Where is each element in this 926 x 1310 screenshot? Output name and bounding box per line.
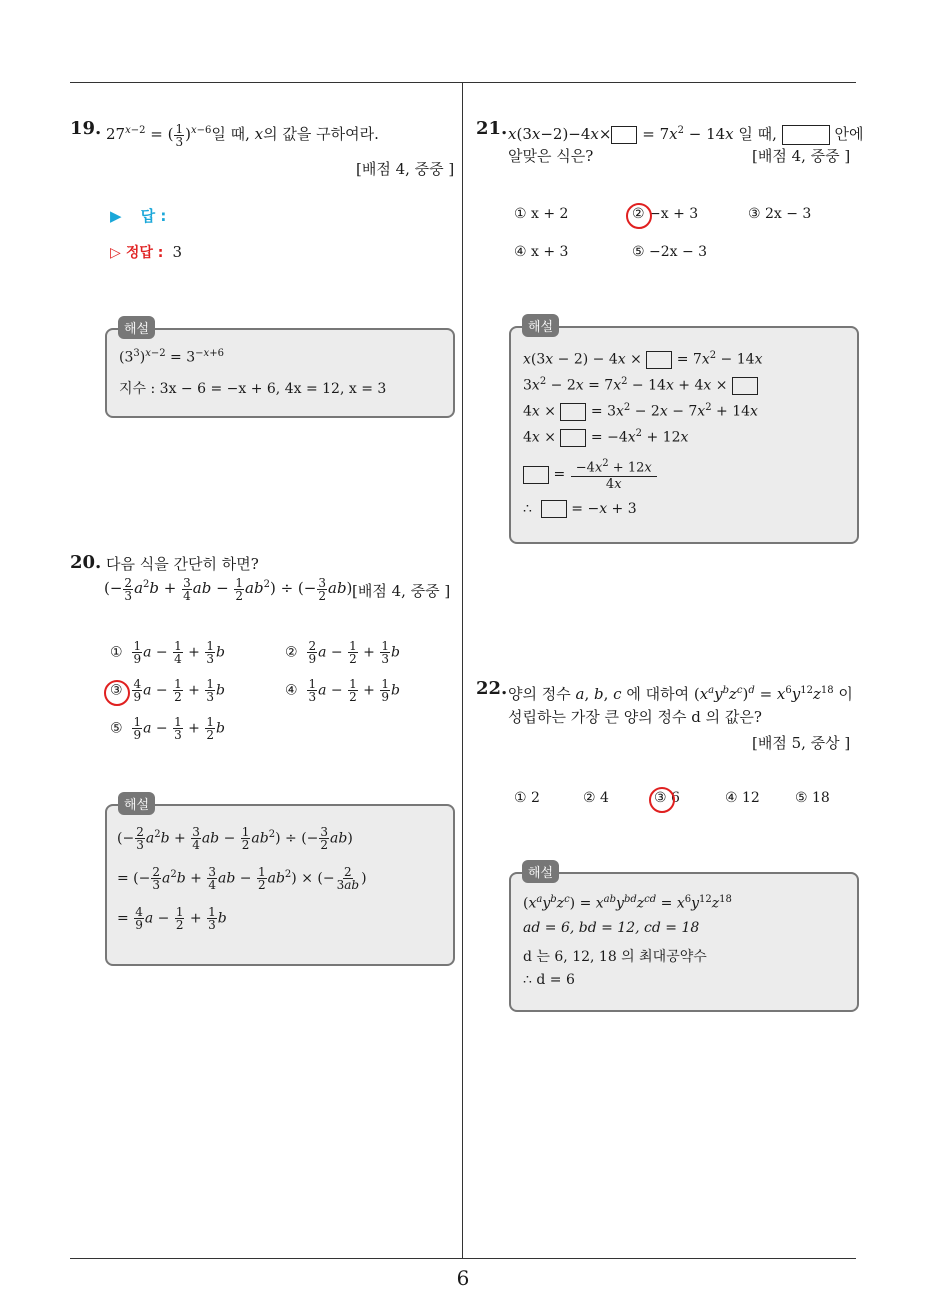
q19-explanation-tag: 해설 [118,316,155,339]
q19-expl-line2: 지수 : 3x − 6 = −x + 6, 4x = 12, x = 3 [119,381,387,397]
q19-correct-value: 3 [172,243,183,261]
q20-meta: [배점 4, 중중 ] [352,582,451,600]
q22-meta: [배점 5, 중상 ] [752,734,851,752]
q21-option-3[interactable]: ③ 2x − 3 [748,206,812,222]
q21-expl-line2: $3x^2 - 2x = 7x^2 - 14x + 4x$ × [523,376,758,395]
q21-option-5[interactable]: ⑤ −2x − 3 [632,244,708,260]
q22-expl-line4: ∴ d = 6 [523,972,575,988]
q21-expl-line6: ∴ = −x + 3 [523,501,637,517]
q22-expl-line1: $(x^ay^bz^c) = x^{ab}y^{bd}z^{cd} = x^6y^{12}z^{18}$ [523,894,732,912]
q19-expl-line1: $(3^3)^{x-2} = 3^{-x+6}$ [119,348,224,366]
q20-option-5[interactable]: ⑤ $\frac{1}{9}$ a − $\frac{1}{3}$ + $\frac{1}{2}$ b [110,715,225,742]
q22-option-4[interactable]: ④ 12 [725,790,760,806]
play-icon: ▶ [110,207,122,225]
q20-expression: (− $\frac{2}{3}$ $a^2b$ + $\frac{3}{4}$ ab − $\frac{1}{2}$ $ab^2$) ÷ (− $\frac{3}{2}$ ab) [104,575,353,603]
q20-option-1[interactable]: ① $\frac{1}{9}$ a − $\frac{1}{4}$ + $\frac{1}{3}$ b [110,639,225,666]
q22-explanation-box [509,872,859,1012]
q22-option-1[interactable]: ① 2 [514,790,540,806]
q22-expl-line3: d 는 6, 12, 18 의 최대공약수 [523,949,707,965]
top-rule [70,82,856,83]
q20-answer-circle-icon [104,680,130,706]
q19-answer-label: 답 : [140,207,167,225]
q20-expl-line3: = $\frac{4}{9}$ a − $\frac{1}{2}$ + $\frac{1}{3}$ b [117,905,227,932]
q19-correct-label: 정답 : [125,245,164,261]
q22-answer-circle-icon [649,787,675,813]
q22-option-3[interactable]: ③ 6 [654,790,680,806]
q20-option-2[interactable]: ② $\frac{2}{9}$ a − $\frac{1}{2}$ + $\frac{1}{3}$ b [285,639,400,666]
q21-expl-line3: 4x × = $3x^2 - 2x - 7x^2 + 14x$ [523,402,758,420]
q20-expl-line2: = (− $\frac{2}{3}$ $a^2b$ + $\frac{3}{4}$ ab − $\frac{1}{2}$ $ab^2$) × (− $\frac{2}{3ab}$ ) [117,865,367,892]
q22-option-5[interactable]: ⑤ 18 [795,790,830,806]
column-divider [462,83,463,1258]
q21-option-1[interactable]: ① x + 2 [514,206,569,222]
q21-explanation-tag: 해설 [522,314,559,337]
q21-number: 21. [476,118,508,139]
q21-text-line2: 알맞은 식은? [508,147,594,165]
triangle-outline-icon: ▷ [110,245,121,261]
q20-option-4[interactable]: ④ $\frac{1}{3}$ a − $\frac{1}{2}$ + $\frac{1}{9}$ b [285,677,400,704]
q21-text-line1: $x(3x-2)-4x\times = 7x^2 - 14x$ 일 때, 안에 [508,125,864,143]
q19-number: 19. [70,118,102,139]
q22-text-line1: 양의 정수 a, b, c 에 대하여 $(x^ay^bz^c)^d = x^6y^{12}z^{18}$ 이 [508,685,853,703]
q20-text: 다음 식을 간단히 하면? [106,555,259,573]
q20-number: 20. [70,552,102,573]
q19-explanation-box [105,328,455,418]
blank-box [611,126,637,144]
q19-text: $27^{x-2}$ = ( $\frac{1}{3}$ )$^{x-6}$일 때, x의 값을 구하여라. [106,121,379,149]
q20-expl-line1: (− $\frac{2}{3}$ $a^2b$ + $\frac{3}{4}$ ab − $\frac{1}{2}$ $ab^2$) ÷ (− $\frac{3}{2}$ ab) [117,825,353,852]
q21-explanation-box [509,326,859,544]
q20-explanation-tag: 해설 [118,792,155,815]
q19-answer-row [110,205,166,226]
q22-option-2[interactable]: ② 4 [583,790,609,806]
page-number: 6 [456,1266,470,1290]
q21-expl-line5: = $\frac{-4x^2 + 12x}{4x}$ [523,456,658,493]
q22-explanation-tag: 해설 [522,860,559,883]
q19-correct-row [110,241,182,263]
q20-explanation-box [105,804,455,966]
q21-option-4[interactable]: ④ x + 3 [514,244,569,260]
q21-option-2[interactable]: ② −x + 3 [632,206,699,222]
q21-meta: [배점 4, 중중 ] [752,147,851,165]
q19-meta: [배점 4, 중중 ] [356,160,455,178]
blank-box [782,125,830,145]
q21-expl-line4: 4x × = $-4x^2 + 12x$ [523,428,689,446]
q22-expl-line2: ad = 6, bd = 12, cd = 18 [523,920,700,936]
bottom-rule [70,1258,856,1259]
q22-number: 22. [476,678,508,699]
q20-option-3[interactable]: ③ $\frac{4}{9}$ a − $\frac{1}{2}$ + $\frac{1}{3}$ b [110,677,225,704]
q22-text-line2: 성립하는 가장 큰 양의 정수 d 의 값은? [508,708,762,726]
q21-answer-circle-icon [626,203,652,229]
q21-expl-line1: x(3x − 2) − 4x × = $7x^2 - 14x$ [523,350,763,368]
